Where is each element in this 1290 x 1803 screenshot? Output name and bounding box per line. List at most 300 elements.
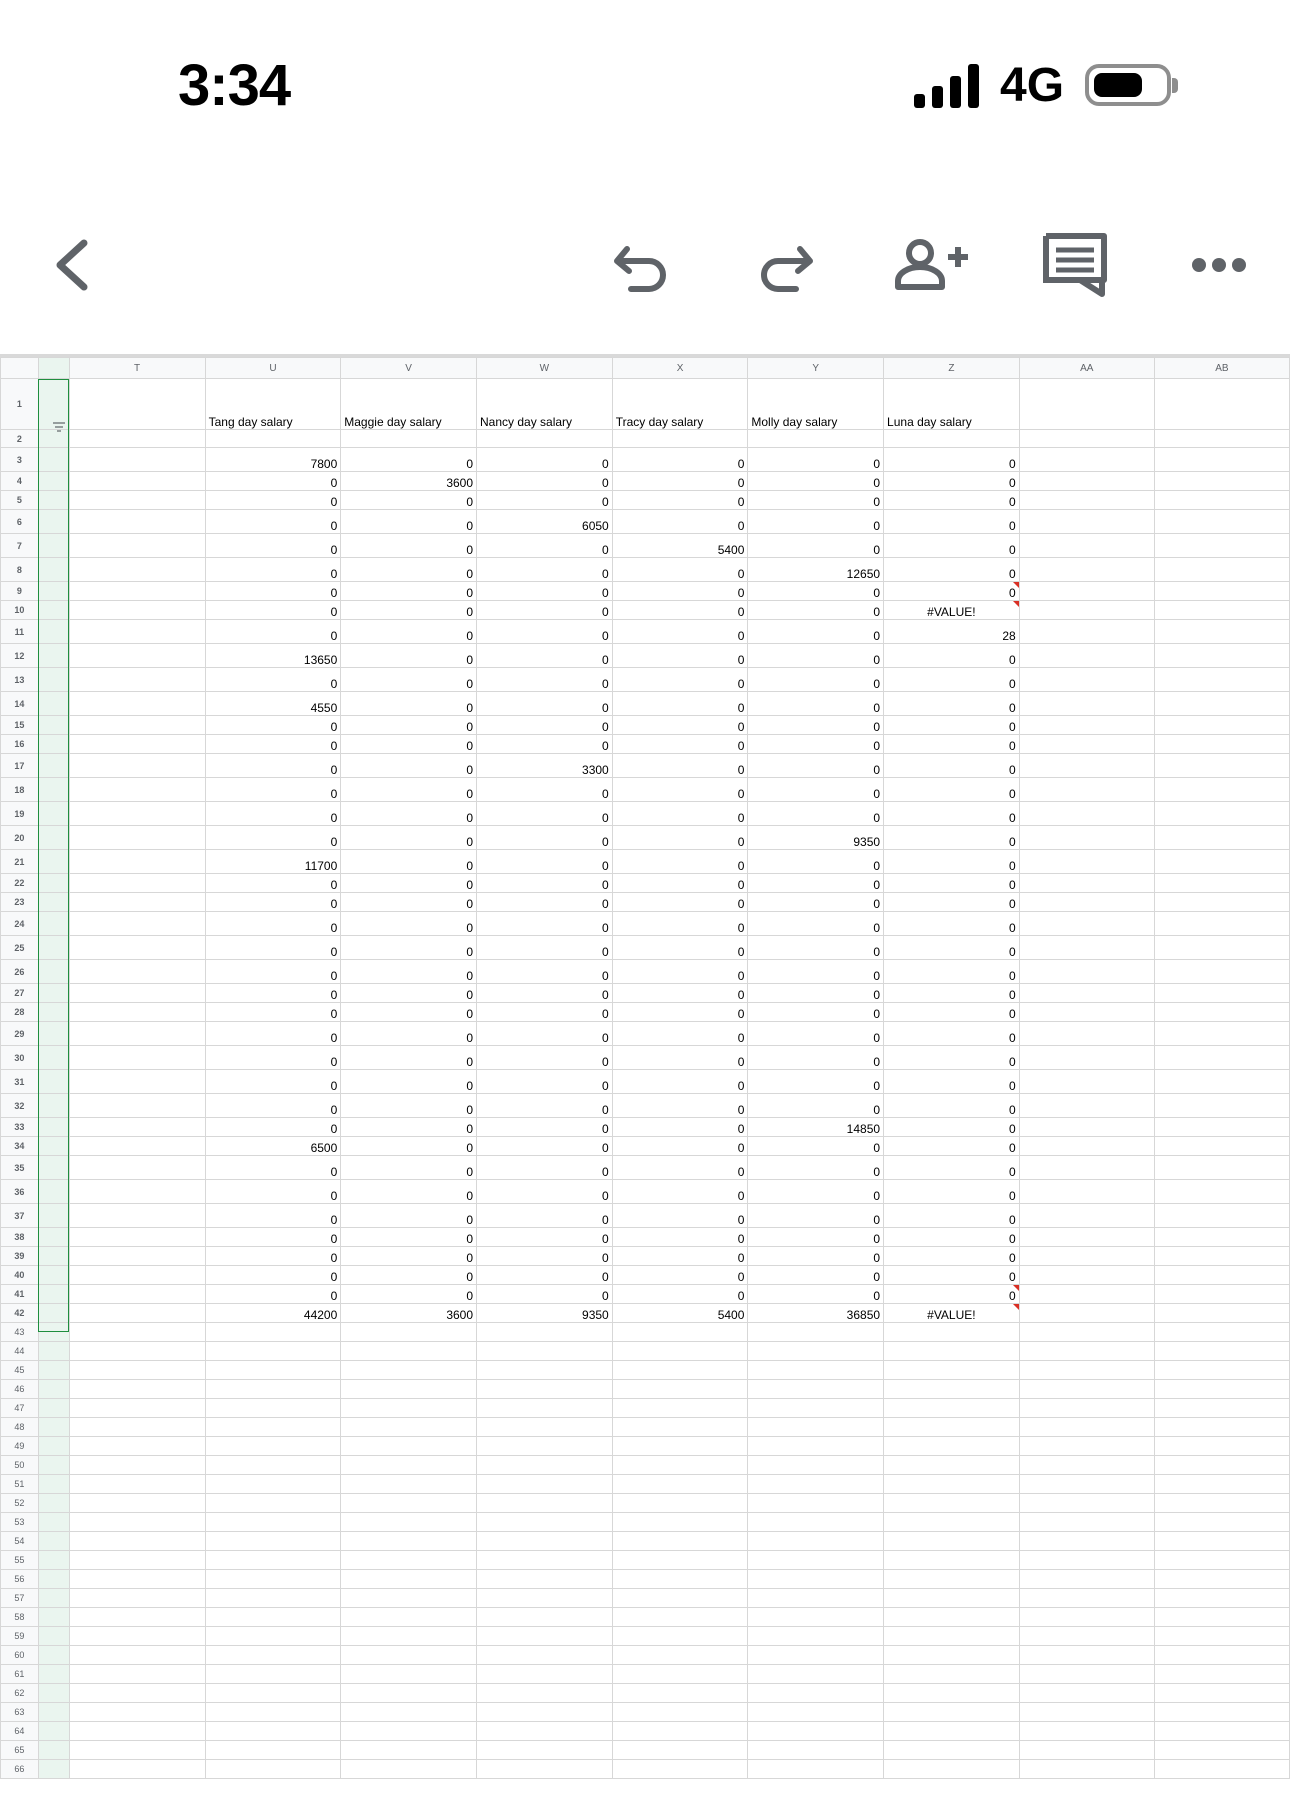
row-header-66[interactable]: 66	[1, 1760, 39, 1779]
cell-ab[interactable]	[1154, 644, 1289, 668]
cell-t[interactable]	[69, 1137, 205, 1156]
cell-t[interactable]	[69, 1285, 205, 1304]
table-cell[interactable]	[477, 1437, 613, 1456]
cell-selected[interactable]	[38, 644, 69, 668]
table-cell[interactable]: 0	[884, 582, 1020, 601]
row-header-31[interactable]: 31	[1, 1070, 39, 1094]
table-cell[interactable]: 0	[884, 754, 1020, 778]
cell-selected[interactable]	[38, 1532, 69, 1551]
table-cell[interactable]: 0	[884, 893, 1020, 912]
table-cell[interactable]	[341, 1703, 477, 1722]
cell-selected[interactable]	[38, 1437, 69, 1456]
cell-t[interactable]	[69, 936, 205, 960]
table-cell[interactable]: 0	[205, 668, 341, 692]
table-cell[interactable]: 0	[341, 692, 477, 716]
row-header-56[interactable]: 56	[1, 1570, 39, 1589]
cell-selected[interactable]	[38, 1722, 69, 1741]
table-cell[interactable]: 0	[748, 472, 884, 491]
row-header-17[interactable]: 17	[1, 754, 39, 778]
table-cell[interactable]: 0	[205, 472, 341, 491]
row-header-30[interactable]: 30	[1, 1046, 39, 1070]
table-cell[interactable]: 0	[612, 582, 748, 601]
table-cell[interactable]: 0	[748, 874, 884, 893]
table-cell[interactable]	[205, 1532, 341, 1551]
cell-selected[interactable]	[38, 1094, 69, 1118]
table-cell[interactable]	[884, 1380, 1020, 1399]
table-cell[interactable]	[612, 1741, 748, 1760]
cell-selected[interactable]	[38, 1022, 69, 1046]
table-cell[interactable]: 0	[205, 1046, 341, 1070]
cell-t[interactable]	[69, 1513, 205, 1532]
table-cell[interactable]	[884, 1665, 1020, 1684]
table-cell[interactable]	[612, 1665, 748, 1684]
cell-t[interactable]	[69, 1475, 205, 1494]
table-cell[interactable]: 0	[205, 778, 341, 802]
table-cell[interactable]	[205, 1418, 341, 1437]
table-cell[interactable]: 0	[884, 1180, 1020, 1204]
cell-ab[interactable]	[1154, 826, 1289, 850]
cell-selected[interactable]	[38, 1418, 69, 1437]
table-cell[interactable]	[748, 1589, 884, 1608]
table-cell[interactable]: 0	[477, 582, 613, 601]
cell-t[interactable]	[69, 1741, 205, 1760]
cell-selected[interactable]	[38, 1646, 69, 1665]
cell-aa[interactable]	[1019, 1137, 1154, 1156]
cell-aa[interactable]	[1019, 1118, 1154, 1137]
table-cell[interactable]: 0	[612, 874, 748, 893]
cell-aa[interactable]	[1019, 491, 1154, 510]
table-cell[interactable]	[748, 1665, 884, 1684]
table-cell[interactable]	[477, 1418, 613, 1437]
cell-aa[interactable]	[1019, 754, 1154, 778]
cell-ab[interactable]	[1154, 1361, 1289, 1380]
cell-t[interactable]	[69, 379, 205, 430]
cell-aa[interactable]	[1019, 1456, 1154, 1475]
cell-selected[interactable]	[38, 582, 69, 601]
table-cell[interactable]	[341, 1380, 477, 1399]
table-cell[interactable]: 0	[884, 448, 1020, 472]
table-cell[interactable]: 0	[612, 960, 748, 984]
row-header-55[interactable]: 55	[1, 1551, 39, 1570]
table-cell[interactable]	[205, 1437, 341, 1456]
table-cell[interactable]	[748, 1684, 884, 1703]
table-cell[interactable]: 0	[884, 1156, 1020, 1180]
row-header-23[interactable]: 23	[1, 893, 39, 912]
table-cell[interactable]: 14850	[748, 1118, 884, 1137]
table-cell[interactable]	[884, 1361, 1020, 1380]
cell-aa[interactable]	[1019, 1418, 1154, 1437]
cells-table[interactable]	[0, 357, 1290, 1779]
table-cell[interactable]: 0	[477, 850, 613, 874]
cell-aa[interactable]	[1019, 912, 1154, 936]
table-cell[interactable]	[748, 1399, 884, 1418]
table-cell[interactable]: 13650	[205, 644, 341, 668]
cell-ab[interactable]	[1154, 1760, 1289, 1779]
cell-selected[interactable]	[38, 1046, 69, 1070]
table-cell[interactable]: 0	[612, 802, 748, 826]
table-cell[interactable]: 0	[205, 491, 341, 510]
cell-aa[interactable]	[1019, 1627, 1154, 1646]
cell-aa[interactable]	[1019, 893, 1154, 912]
table-cell[interactable]: 0	[884, 644, 1020, 668]
table-cell[interactable]: 0	[477, 1046, 613, 1070]
cell-aa[interactable]	[1019, 1532, 1154, 1551]
cell-t[interactable]	[69, 1156, 205, 1180]
table-cell[interactable]: 0	[477, 936, 613, 960]
table-cell[interactable]	[341, 1684, 477, 1703]
cell-t[interactable]	[69, 1094, 205, 1118]
cell-t[interactable]	[69, 984, 205, 1003]
table-cell[interactable]: 0	[884, 826, 1020, 850]
cell-aa[interactable]	[1019, 1380, 1154, 1399]
cell-ab[interactable]	[1154, 1380, 1289, 1399]
table-cell[interactable]: 0	[477, 1137, 613, 1156]
cell-ab[interactable]	[1154, 534, 1289, 558]
cell-selected[interactable]	[38, 510, 69, 534]
table-cell[interactable]: 0	[477, 802, 613, 826]
table-cell[interactable]: 28	[884, 620, 1020, 644]
table-cell[interactable]: 0	[477, 1118, 613, 1137]
cell-aa[interactable]	[1019, 936, 1154, 960]
cell-t[interactable]	[69, 1228, 205, 1247]
table-cell[interactable]: 0	[205, 1228, 341, 1247]
table-cell[interactable]: 0	[612, 893, 748, 912]
table-cell[interactable]	[748, 1722, 884, 1741]
cell-aa[interactable]	[1019, 874, 1154, 893]
table-cell[interactable]: 0	[477, 1247, 613, 1266]
table-cell[interactable]: 4550	[205, 692, 341, 716]
table-cell[interactable]: 0	[341, 620, 477, 644]
cell-t[interactable]	[69, 1703, 205, 1722]
cell-ab[interactable]	[1154, 1399, 1289, 1418]
cell-t[interactable]	[69, 1722, 205, 1741]
cell-selected[interactable]	[38, 1494, 69, 1513]
cell-aa[interactable]	[1019, 735, 1154, 754]
cell-t[interactable]	[69, 558, 205, 582]
cell-selected[interactable]	[38, 1760, 69, 1779]
cell-aa[interactable]	[1019, 430, 1154, 448]
table-cell[interactable]: 0	[205, 893, 341, 912]
cell-selected[interactable]	[38, 1137, 69, 1156]
table-cell[interactable]	[884, 1627, 1020, 1646]
cell-t[interactable]	[69, 1399, 205, 1418]
cell-aa[interactable]	[1019, 601, 1154, 620]
table-cell[interactable]: 0	[884, 850, 1020, 874]
cell-t[interactable]	[69, 1266, 205, 1285]
table-cell[interactable]: 0	[884, 735, 1020, 754]
table-cell[interactable]: 0	[477, 558, 613, 582]
table-cell[interactable]: 0	[612, 826, 748, 850]
cell-selected[interactable]	[38, 1342, 69, 1361]
cell-ab[interactable]	[1154, 692, 1289, 716]
table-cell[interactable]: 0	[748, 850, 884, 874]
table-cell[interactable]	[612, 1342, 748, 1361]
cell-ab[interactable]	[1154, 936, 1289, 960]
table-cell[interactable]: 0	[884, 1228, 1020, 1247]
cell-selected[interactable]	[38, 1156, 69, 1180]
table-cell[interactable]: 0	[612, 1137, 748, 1156]
table-cell[interactable]: 0	[748, 1070, 884, 1094]
table-cell[interactable]: 0	[748, 644, 884, 668]
row-header-61[interactable]: 61	[1, 1665, 39, 1684]
cell-selected[interactable]	[38, 1684, 69, 1703]
table-cell[interactable]	[748, 1456, 884, 1475]
table-cell[interactable]	[612, 1399, 748, 1418]
row-header-39[interactable]: 39	[1, 1247, 39, 1266]
table-cell[interactable]	[341, 1760, 477, 1779]
cell-t[interactable]	[69, 1323, 205, 1342]
cell-ab[interactable]	[1154, 1156, 1289, 1180]
table-cell[interactable]	[341, 1399, 477, 1418]
table-cell[interactable]	[341, 1513, 477, 1532]
cell-aa[interactable]	[1019, 1180, 1154, 1204]
table-cell[interactable]: 0	[884, 491, 1020, 510]
table-cell[interactable]: 0	[341, 1118, 477, 1137]
table-cell[interactable]: 44200	[205, 1304, 341, 1323]
row-header-34[interactable]: 34	[1, 1137, 39, 1156]
table-cell[interactable]	[477, 1627, 613, 1646]
row-header-51[interactable]: 51	[1, 1475, 39, 1494]
row-header-45[interactable]: 45	[1, 1361, 39, 1380]
table-cell[interactable]	[612, 1646, 748, 1665]
cell-ab[interactable]	[1154, 558, 1289, 582]
table-cell[interactable]: 0	[205, 1022, 341, 1046]
table-cell[interactable]	[884, 1608, 1020, 1627]
table-cell[interactable]: 0	[205, 620, 341, 644]
cell-aa[interactable]	[1019, 1703, 1154, 1722]
row-header-59[interactable]: 59	[1, 1627, 39, 1646]
table-cell[interactable]	[205, 1475, 341, 1494]
cell-selected[interactable]	[38, 778, 69, 802]
table-cell[interactable]: 0	[612, 716, 748, 735]
cell-selected[interactable]	[38, 620, 69, 644]
table-cell[interactable]	[884, 1646, 1020, 1665]
table-cell[interactable]: 0	[341, 1003, 477, 1022]
table-cell[interactable]: 0	[205, 1285, 341, 1304]
table-cell[interactable]: 0	[884, 1022, 1020, 1046]
cell-selected[interactable]	[38, 1361, 69, 1380]
cell-selected[interactable]	[38, 1551, 69, 1570]
table-cell[interactable]: 0	[884, 1266, 1020, 1285]
table-cell[interactable]: 0	[612, 1285, 748, 1304]
table-cell[interactable]	[884, 1703, 1020, 1722]
cell-aa[interactable]	[1019, 692, 1154, 716]
table-cell[interactable]	[748, 1380, 884, 1399]
table-cell[interactable]: 0	[748, 960, 884, 984]
table-cell[interactable]	[748, 1437, 884, 1456]
column-title-x[interactable]: Tracy day salary	[612, 379, 748, 430]
table-cell[interactable]: 0	[477, 1003, 613, 1022]
table-cell[interactable]: 0	[205, 1156, 341, 1180]
cell-aa[interactable]	[1019, 1475, 1154, 1494]
cell-t[interactable]	[69, 735, 205, 754]
table-cell[interactable]	[477, 1741, 613, 1760]
table-cell[interactable]: 0	[205, 754, 341, 778]
table-cell[interactable]: 0	[748, 448, 884, 472]
table-cell[interactable]: 0	[612, 1118, 748, 1137]
cell-t[interactable]	[69, 534, 205, 558]
table-cell[interactable]: 7800	[205, 448, 341, 472]
table-cell[interactable]: 0	[748, 1247, 884, 1266]
cell-selected[interactable]	[38, 754, 69, 778]
table-cell[interactable]: 0	[612, 1204, 748, 1228]
cell-t[interactable]	[69, 644, 205, 668]
table-cell[interactable]: 0	[612, 984, 748, 1003]
cell-ab[interactable]	[1154, 1646, 1289, 1665]
table-cell[interactable]	[748, 1760, 884, 1779]
cell-selected[interactable]	[38, 960, 69, 984]
table-cell[interactable]: 0	[748, 668, 884, 692]
row-header-2[interactable]: 2	[1, 430, 39, 448]
cell-t[interactable]	[69, 1046, 205, 1070]
table-cell[interactable]	[477, 1722, 613, 1741]
cell-t[interactable]	[69, 1437, 205, 1456]
table-cell[interactable]: 0	[748, 1003, 884, 1022]
table-cell[interactable]: 0	[884, 1118, 1020, 1137]
table-cell[interactable]	[612, 1361, 748, 1380]
table-cell[interactable]	[205, 1722, 341, 1741]
table-cell[interactable]: 36850	[748, 1304, 884, 1323]
row-header-50[interactable]: 50	[1, 1456, 39, 1475]
row-header-16[interactable]: 16	[1, 735, 39, 754]
cell-ab[interactable]	[1154, 1228, 1289, 1247]
cell-aa[interactable]	[1019, 448, 1154, 472]
cell-ab[interactable]	[1154, 1513, 1289, 1532]
table-cell[interactable]: 0	[748, 1022, 884, 1046]
table-cell[interactable]	[477, 1646, 613, 1665]
table-cell[interactable]: 0	[612, 1022, 748, 1046]
column-header-t[interactable]: T	[69, 358, 205, 379]
table-cell[interactable]	[612, 1323, 748, 1342]
table-cell[interactable]: 0	[477, 644, 613, 668]
cell-selected[interactable]	[38, 1118, 69, 1137]
table-cell[interactable]: 0	[612, 558, 748, 582]
table-cell[interactable]	[884, 1722, 1020, 1741]
row-header-3[interactable]: 3	[1, 448, 39, 472]
row-header-37[interactable]: 37	[1, 1204, 39, 1228]
table-cell[interactable]: 0	[341, 1228, 477, 1247]
cell-aa[interactable]	[1019, 1399, 1154, 1418]
cell-aa[interactable]	[1019, 1046, 1154, 1070]
row-header-20[interactable]: 20	[1, 826, 39, 850]
table-cell[interactable]: 0	[341, 735, 477, 754]
table-cell[interactable]: 0	[748, 1180, 884, 1204]
table-cell[interactable]: 0	[477, 692, 613, 716]
cell-selected[interactable]	[38, 1304, 69, 1323]
table-cell[interactable]: 0	[748, 534, 884, 558]
cell-ab[interactable]	[1154, 1137, 1289, 1156]
table-cell[interactable]: 0	[205, 601, 341, 620]
table-cell[interactable]	[205, 1741, 341, 1760]
table-cell[interactable]	[884, 1589, 1020, 1608]
table-cell[interactable]	[341, 1665, 477, 1684]
table-cell[interactable]: 0	[205, 1070, 341, 1094]
table-cell[interactable]: 12650	[748, 558, 884, 582]
table-cell[interactable]: 0	[884, 668, 1020, 692]
table-cell[interactable]: 0	[341, 491, 477, 510]
cell-aa[interactable]	[1019, 558, 1154, 582]
cell-selected[interactable]	[38, 1608, 69, 1627]
table-cell[interactable]: 0	[341, 1046, 477, 1070]
cell-ab[interactable]	[1154, 1118, 1289, 1137]
cell-ab[interactable]	[1154, 778, 1289, 802]
cell-ab[interactable]	[1154, 735, 1289, 754]
table-cell[interactable]	[477, 1608, 613, 1627]
table-cell[interactable]: 9350	[748, 826, 884, 850]
table-cell[interactable]: 0	[205, 912, 341, 936]
table-cell[interactable]: 0	[477, 491, 613, 510]
cell-ab[interactable]	[1154, 1418, 1289, 1437]
cell-selected[interactable]	[38, 601, 69, 620]
table-cell[interactable]: 0	[205, 826, 341, 850]
table-cell[interactable]: 0	[612, 1247, 748, 1266]
table-cell[interactable]: 0	[884, 802, 1020, 826]
cell-t[interactable]	[69, 601, 205, 620]
cell-aa[interactable]	[1019, 1646, 1154, 1665]
cell-ab[interactable]	[1154, 1684, 1289, 1703]
table-cell[interactable]: 0	[612, 644, 748, 668]
table-cell[interactable]	[884, 1741, 1020, 1760]
table-cell[interactable]	[477, 1570, 613, 1589]
table-cell[interactable]: 0	[748, 582, 884, 601]
table-cell[interactable]	[341, 1456, 477, 1475]
table-cell[interactable]	[341, 1494, 477, 1513]
table-cell[interactable]	[341, 1323, 477, 1342]
cell-ab[interactable]	[1154, 1722, 1289, 1741]
row-header-6[interactable]: 6	[1, 510, 39, 534]
table-cell[interactable]	[612, 1627, 748, 1646]
row-header-38[interactable]: 38	[1, 1228, 39, 1247]
table-cell[interactable]: 0	[612, 472, 748, 491]
cell-t[interactable]	[69, 1532, 205, 1551]
cell-ab[interactable]	[1154, 1247, 1289, 1266]
table-cell[interactable]: 0	[205, 735, 341, 754]
cell-ab[interactable]	[1154, 1094, 1289, 1118]
cell-ab[interactable]	[1154, 893, 1289, 912]
table-cell[interactable]: 0	[205, 510, 341, 534]
table-cell[interactable]: 0	[884, 1046, 1020, 1070]
table-cell[interactable]	[477, 1532, 613, 1551]
cell-ab[interactable]	[1154, 1022, 1289, 1046]
cell-ab[interactable]	[1154, 850, 1289, 874]
table-cell[interactable]: 0	[612, 1094, 748, 1118]
table-cell[interactable]: 5400	[612, 1304, 748, 1323]
table-cell[interactable]	[612, 1418, 748, 1437]
cell-aa[interactable]	[1019, 1589, 1154, 1608]
cell-ab[interactable]	[1154, 802, 1289, 826]
cell-t[interactable]	[69, 472, 205, 491]
table-cell[interactable]	[884, 1532, 1020, 1551]
cell-aa[interactable]	[1019, 1022, 1154, 1046]
cell-ab[interactable]	[1154, 1266, 1289, 1285]
table-cell[interactable]	[884, 1570, 1020, 1589]
table-cell[interactable]	[884, 1513, 1020, 1532]
table-cell[interactable]: 0	[205, 534, 341, 558]
error-cell[interactable]: #VALUE!	[884, 1304, 1020, 1323]
table-cell[interactable]: 0	[748, 984, 884, 1003]
cell-t[interactable]	[69, 430, 205, 448]
cell-t[interactable]	[69, 912, 205, 936]
table-cell[interactable]	[477, 1323, 613, 1342]
cell-t[interactable]	[69, 491, 205, 510]
table-cell[interactable]: 0	[341, 1137, 477, 1156]
cell-selected[interactable]	[38, 850, 69, 874]
cell-aa[interactable]	[1019, 1684, 1154, 1703]
redo-button[interactable]	[740, 215, 830, 315]
cell-selected[interactable]	[38, 1399, 69, 1418]
cell-aa[interactable]	[1019, 644, 1154, 668]
row-header-53[interactable]: 53	[1, 1513, 39, 1532]
